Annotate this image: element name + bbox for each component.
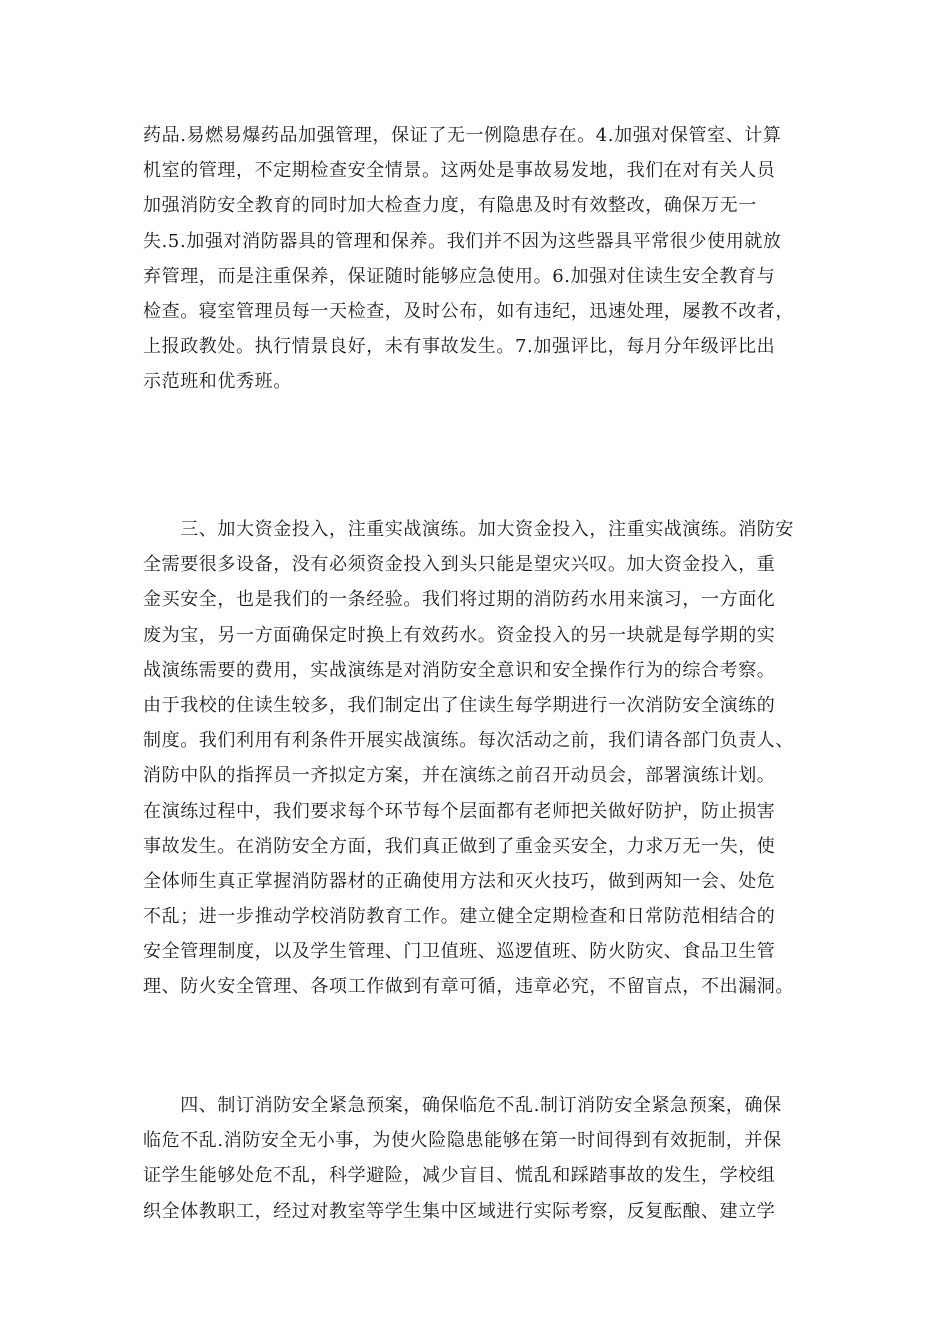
text-line: 药品.易燃易爆药品加强管理，保证了无一例隐患存在。4.加强对保管室、计算 bbox=[143, 125, 782, 146]
text-line: 战演练需要的费用，实战演练是对消防安全意识和安全操作行为的综合考察。 bbox=[143, 659, 776, 681]
text-line: 事故发生。在消防安全方面，我们真正做到了重金买安全，力求万无一失，使 bbox=[143, 835, 776, 857]
text-line: 示范班和优秀班。 bbox=[143, 371, 292, 393]
text-line: 三、加大资金投入，注重实战演练。加大资金投入，注重实战演练。消防安 bbox=[143, 519, 794, 540]
text-line: 制度。我们利用有利条件开展实战演练。每次活动之前，我们请各部门负责人、 bbox=[143, 730, 794, 752]
paragraph-funding-drills bbox=[143, 512, 811, 1005]
text-line: 失.5.加强对消防器具的管理和保养。我们并不因为这些器具平常很少使用就放 bbox=[143, 230, 782, 252]
text-line: 织全体教职工，经过对教室等学生集中区域进行实际考察，反复酝酿、建立学 bbox=[143, 1200, 776, 1222]
text-line: 全需要很多设备，没有必须资金投入到头只能是望灾兴叹。加大资金投入，重 bbox=[143, 554, 776, 576]
text-line: 上报政教处。执行情景良好，未有事故发生。7.加强评比，每月分年级评比出 bbox=[143, 336, 776, 358]
text-line: 机室的管理，不定期检查安全情景。这两处是事故易发地，我们在对有关人员 bbox=[143, 160, 776, 182]
text-line: 废为宝，另一方面确保定时换上有效药水。资金投入的另一块就是每学期的实 bbox=[143, 624, 776, 646]
text-line: 检查。寝室管理员每一天检查，及时公布，如有违纪，迅速处理，屡教不改者， bbox=[143, 300, 794, 322]
text-line: 不乱；进一步推动学校消防教育工作。建立健全定期检查和日常防范相结合的 bbox=[143, 906, 776, 928]
text-line: 临危不乱.消防安全无小事，为使火险隐患能够在第一时间得到有效扼制，并保 bbox=[143, 1130, 782, 1152]
text-line: 全体师生真正掌握消防器材的正确使用方法和灭火技巧，做到两知一会、处危 bbox=[143, 870, 776, 892]
text-line: 金买安全，也是我们的一条经验。我们将过期的消防药水用来演习，一方面化 bbox=[143, 589, 776, 611]
text-line: 四、制订消防安全紧急预案，确保临危不乱.制订消防安全紧急预案，确保 bbox=[143, 1095, 782, 1116]
text-line: 理、防火安全管理、各项工作做到有章可循，违章必究，不留盲点，不出漏洞。 bbox=[143, 976, 794, 998]
text-line: 安全管理制度，以及学生管理、门卫值班、巡逻值班、防火防灾、食品卫生管 bbox=[143, 941, 776, 963]
paragraph-emergency-plan bbox=[143, 1088, 811, 1229]
text-line: 证学生能够处危不乱，科学避险，减少盲目、慌乱和踩踏事故的发生，学校组 bbox=[143, 1165, 776, 1187]
paragraph-safety-management bbox=[143, 118, 811, 400]
text-line: 弃管理，而是注重保养，保证随时能够应急使用。6.加强对住读生安全教育与 bbox=[143, 265, 776, 287]
text-line: 消防中队的指挥员一齐拟定方案，并在演练之前召开动员会，部署演练计划。 bbox=[143, 765, 776, 787]
text-line: 由于我校的住读生较多，我们制定出了住读生每学期进行一次消防安全演练的 bbox=[143, 694, 776, 716]
text-line: 在演练过程中，我们要求每个环节每个层面都有老师把关做好防护，防止损害 bbox=[143, 800, 776, 822]
text-line: 加强消防安全教育的同时加大检查力度，有隐患及时有效整改，确保万无一 bbox=[143, 195, 757, 217]
